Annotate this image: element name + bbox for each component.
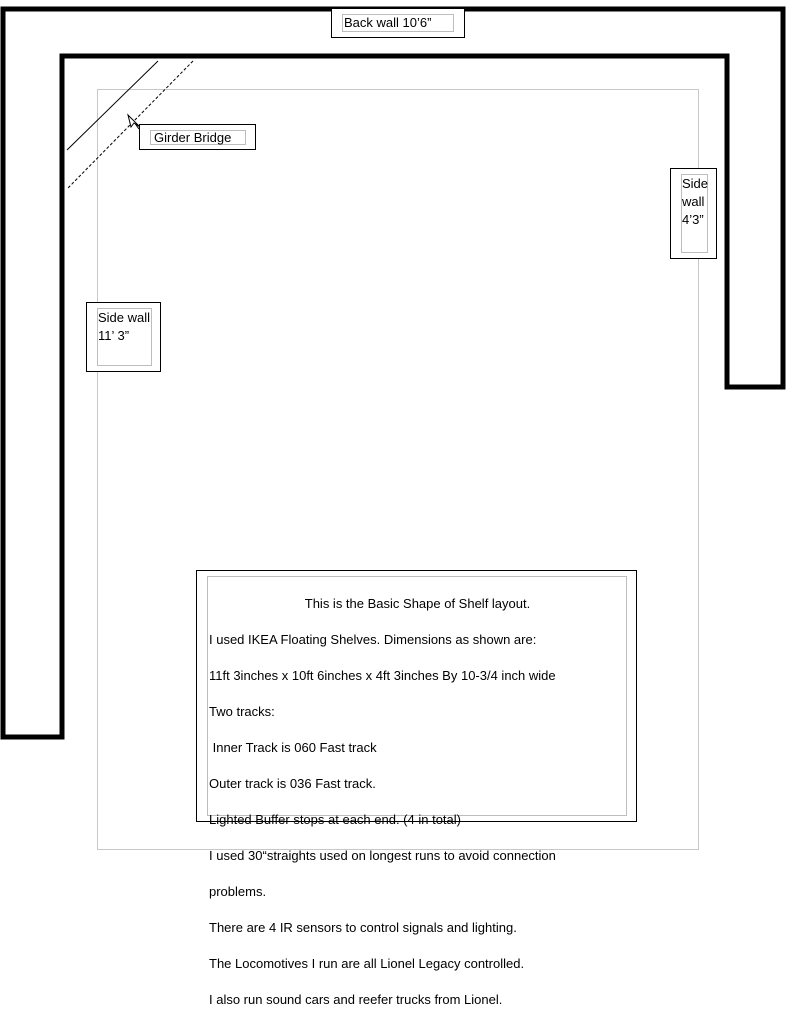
back-wall-label: Back wall 10’6” xyxy=(342,14,454,32)
notes-line: I used IKEA Floating Shelves. Dimensions as shown are: xyxy=(209,632,537,647)
notes-line: There are 4 IR sensors to control signals and lighting. xyxy=(209,920,517,935)
notes-line: I also run sound cars and reefer trucks from Lionel. xyxy=(209,992,503,1007)
notes-line: I used 30“straights used on longest runs to avoid connection xyxy=(209,848,556,863)
notes-line: Lighted Buffer stops at each end. (4 in total) xyxy=(209,812,461,827)
notes-title: This is the Basic Shape of Shelf layout. xyxy=(304,596,531,611)
girder-bridge-label-box xyxy=(139,124,256,150)
side-wall-left-label-box xyxy=(86,302,161,372)
notes-line: The Locomotives I run are all Lionel Legacy controlled. xyxy=(209,956,525,971)
notes-line: problems. xyxy=(209,884,267,899)
side-wall-right-label: Side wall 4’3” xyxy=(681,174,708,253)
girder-bridge-label: Girder Bridge xyxy=(150,130,246,145)
notes-line: Outer track is 036 Fast track. xyxy=(209,776,376,791)
notes-line: Inner Track is 060 Fast track xyxy=(209,740,377,755)
notes-line: 11ft 3inches x 10ft 6inches x 4ft 3inches By 10-3/4 inch wide xyxy=(209,668,556,683)
layout-notes-box xyxy=(196,570,637,1007)
side-wall-right-label-box xyxy=(670,168,717,259)
notes-line: Two tracks: xyxy=(209,704,275,719)
side-wall-left-label: Side wall 11’ 3” xyxy=(97,308,152,366)
layout-notes xyxy=(207,576,627,1007)
back-wall-label-box xyxy=(331,8,465,38)
